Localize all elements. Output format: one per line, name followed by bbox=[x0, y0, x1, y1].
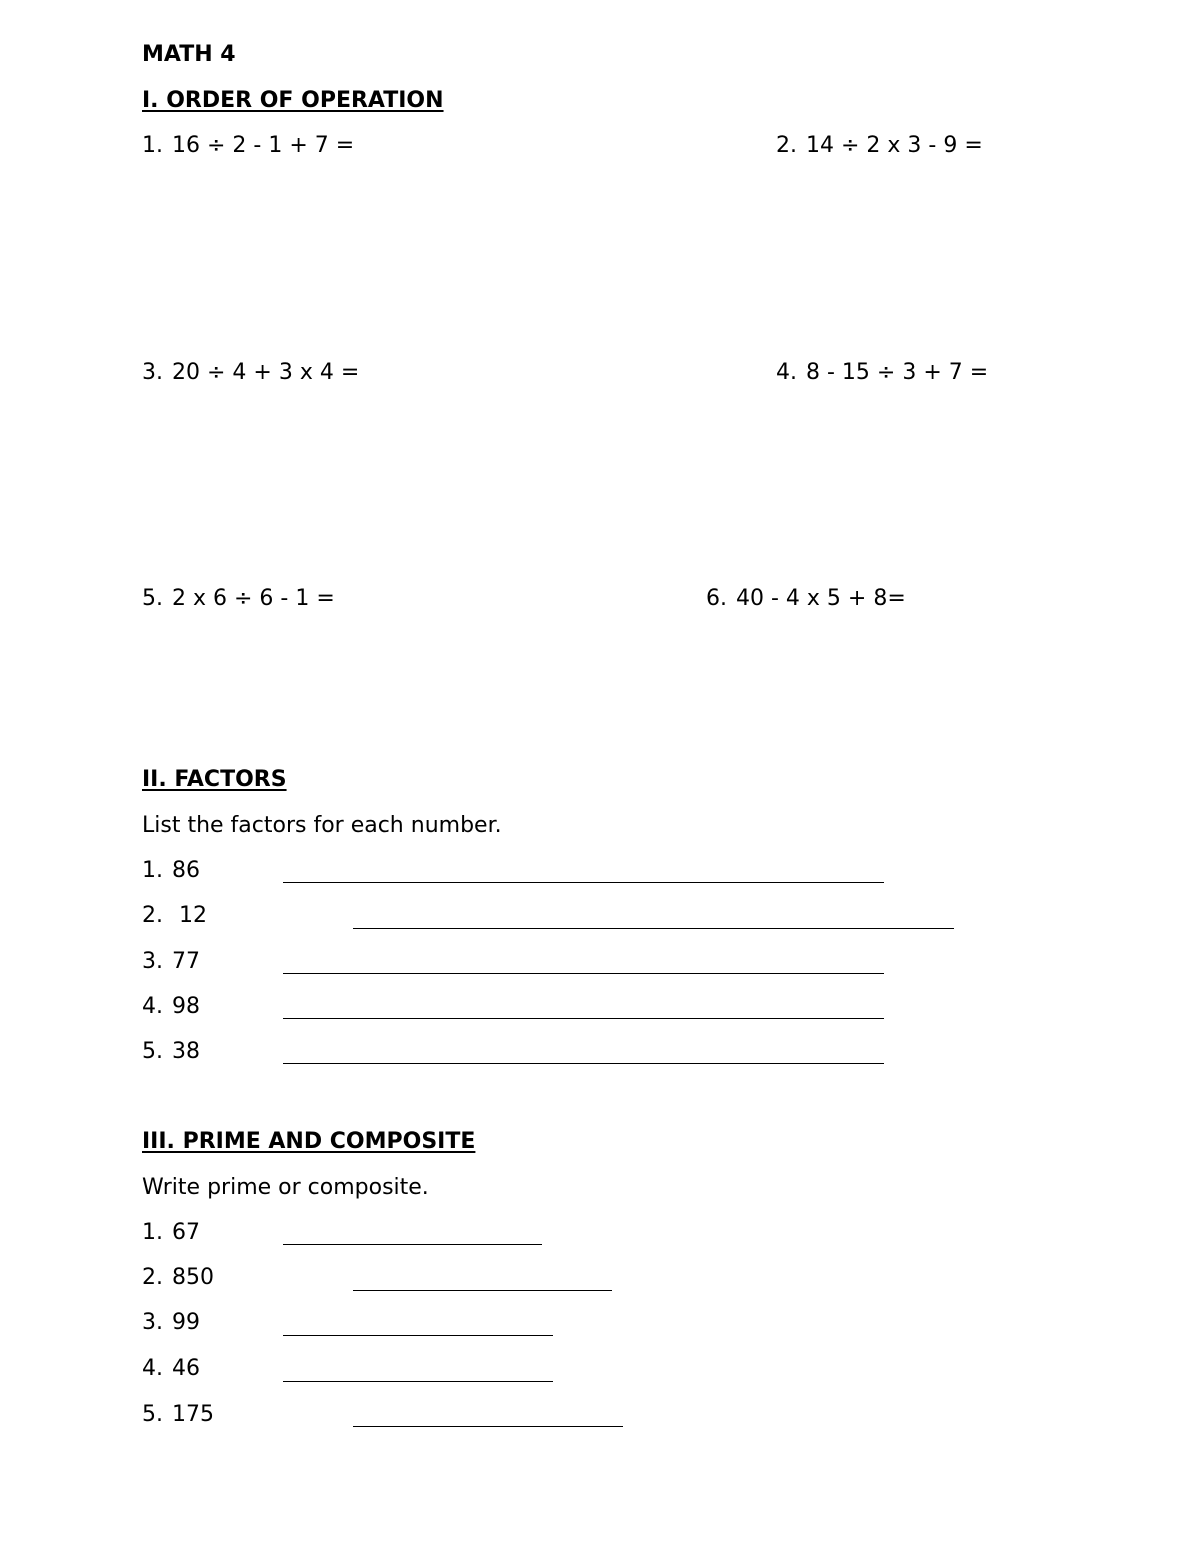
section-heading-prime-and-composite: III. PRIME AND COMPOSITE bbox=[142, 1129, 476, 1154]
item-value: 98 bbox=[172, 994, 200, 1019]
prime-item-3 bbox=[142, 1310, 200, 1336]
item-value: 67 bbox=[172, 1220, 200, 1245]
answer-line-factor-5[interactable] bbox=[283, 1063, 884, 1064]
item-number: 3. bbox=[142, 949, 163, 974]
answer-line-prime-2[interactable] bbox=[353, 1290, 612, 1291]
answer-line-prime-1[interactable] bbox=[283, 1244, 542, 1245]
problem-number: 6. bbox=[706, 586, 727, 611]
item-number: 5. bbox=[142, 1402, 163, 1427]
prime-item-1 bbox=[142, 1220, 200, 1246]
page-title: MATH 4 bbox=[142, 42, 236, 67]
problem-number: 3. bbox=[142, 360, 163, 385]
problem-expression: 16 ÷ 2 - 1 + 7 = bbox=[172, 133, 355, 158]
answer-line-factor-2[interactable] bbox=[353, 928, 954, 929]
problem-4 bbox=[776, 360, 988, 386]
problem-expression: 14 ÷ 2 x 3 - 9 = bbox=[806, 133, 983, 158]
item-value: 46 bbox=[172, 1356, 200, 1381]
item-value: 77 bbox=[172, 949, 200, 974]
prime-item-5 bbox=[142, 1402, 214, 1428]
problem-2 bbox=[776, 133, 983, 159]
item-value: 38 bbox=[172, 1039, 200, 1064]
problem-number: 5. bbox=[142, 586, 163, 611]
item-number: 4. bbox=[142, 994, 163, 1019]
item-value: 175 bbox=[172, 1402, 214, 1427]
problem-1 bbox=[142, 133, 354, 159]
factor-item-5 bbox=[142, 1039, 200, 1065]
prime-item-4 bbox=[142, 1356, 200, 1382]
section-heading-order-of-operation: I. ORDER OF OPERATION bbox=[142, 88, 444, 113]
answer-line-factor-3[interactable] bbox=[283, 973, 884, 974]
problem-number: 4. bbox=[776, 360, 797, 385]
prime-instruction: Write prime or composite. bbox=[142, 1175, 429, 1200]
item-number: 4. bbox=[142, 1356, 163, 1381]
factor-item-4 bbox=[142, 994, 200, 1020]
problem-expression: 20 ÷ 4 + 3 x 4 = bbox=[172, 360, 360, 385]
problem-number: 2. bbox=[776, 133, 797, 158]
factor-item-3 bbox=[142, 949, 200, 975]
factor-item-1 bbox=[142, 858, 200, 884]
problem-6 bbox=[706, 586, 906, 612]
prime-item-2 bbox=[142, 1265, 214, 1291]
item-number: 2. bbox=[142, 1265, 163, 1290]
item-value: 86 bbox=[172, 858, 200, 883]
problem-number: 1. bbox=[142, 133, 163, 158]
item-number: 2. bbox=[142, 903, 163, 928]
item-value: 99 bbox=[172, 1310, 200, 1335]
item-value: 850 bbox=[172, 1265, 214, 1290]
problem-expression: 8 - 15 ÷ 3 + 7 = bbox=[806, 360, 989, 385]
item-number: 1. bbox=[142, 858, 163, 883]
answer-line-prime-4[interactable] bbox=[283, 1381, 553, 1382]
problem-expression: 40 - 4 x 5 + 8= bbox=[736, 586, 906, 611]
item-number: 5. bbox=[142, 1039, 163, 1064]
answer-line-prime-3[interactable] bbox=[283, 1335, 553, 1336]
problem-expression: 2 x 6 ÷ 6 - 1 = bbox=[172, 586, 335, 611]
factor-item-2 bbox=[142, 903, 207, 929]
problem-5 bbox=[142, 586, 335, 612]
item-value: 12 bbox=[172, 903, 207, 928]
answer-line-prime-5[interactable] bbox=[353, 1426, 623, 1427]
factors-instruction: List the factors for each number. bbox=[142, 813, 502, 838]
problem-3 bbox=[142, 360, 359, 386]
item-number: 3. bbox=[142, 1310, 163, 1335]
item-number: 1. bbox=[142, 1220, 163, 1245]
answer-line-factor-1[interactable] bbox=[283, 882, 884, 883]
section-heading-factors: II. FACTORS bbox=[142, 767, 287, 792]
answer-line-factor-4[interactable] bbox=[283, 1018, 884, 1019]
